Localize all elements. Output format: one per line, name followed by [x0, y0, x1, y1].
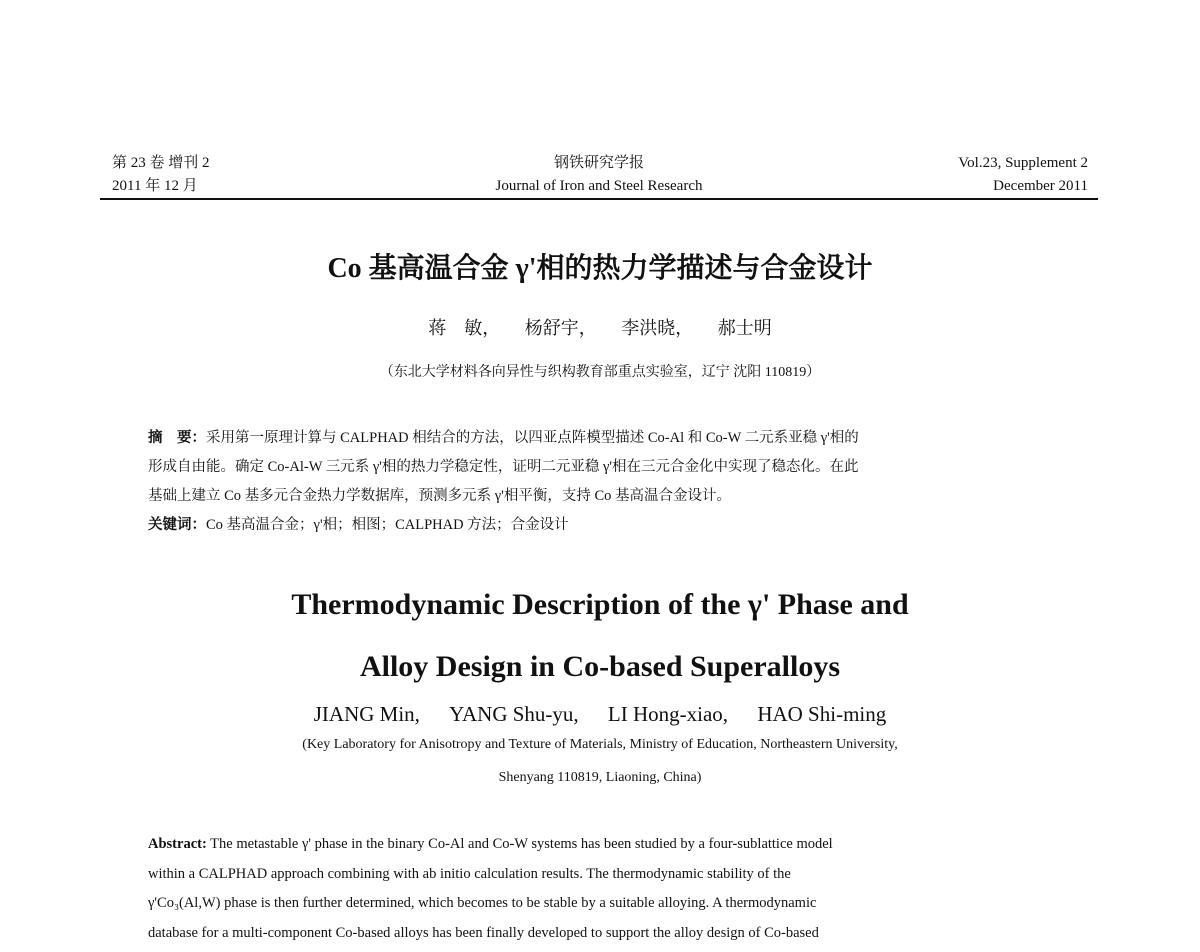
header-right [958, 152, 1088, 198]
affiliation-cn: （东北大学材料各向异性与织构教育部重点实验室，辽宁 沈阳 110819） [379, 365, 821, 380]
volume-cn: 第 23 卷 增刊 2 [112, 155, 210, 171]
abstract-cn-label: 摘 要： [148, 430, 206, 446]
author-en: HAO Shi-ming [757, 702, 887, 726]
date-cn: 2011 年 12 月 [112, 178, 198, 194]
abstract-cn [148, 424, 1058, 540]
affiliation-en-line2: Shenyang 110819, Liaoning, China) [498, 770, 702, 785]
journal-name-en: Journal of Iron and Steel Research [495, 178, 703, 194]
author-cn: 李洪晓， [621, 318, 694, 338]
paper-title-en-line2: Alloy Design in Co-based Superalloys [359, 650, 841, 683]
author-en: JIANG Min, [313, 702, 420, 726]
abstract-cn-line: 基础上建立 Co 基多元合金热力学数据库，预测多元系 γ'相平衡，支持 Co 基高温合金设计。 [148, 488, 731, 504]
journal-header [100, 152, 1098, 200]
authors-en [0, 702, 1200, 727]
header-center [100, 152, 1098, 198]
date-en: December 2011 [993, 178, 1088, 194]
author-en: LI Hong-xiao, [607, 702, 729, 726]
abstract-en-line: γ'Co₃(Al,W) phase is then further determined, which becomes to be stable by a suitable alloying. A thermodynamic [148, 895, 817, 911]
keywords-cn: 关键词：Co 基高温合金；γ'相；相图；CALPHAD 方法；合金设计 [148, 517, 569, 533]
journal-name-cn: 钢铁研究学报 [553, 155, 644, 171]
affiliation-en-line1: (Key Laboratory for Anisotropy and Texture of Materials, Ministry of Education, Northeastern University, [302, 737, 898, 752]
paper-title-cn: Co 基高温合金 γ'相的热力学描述与合金设计 [327, 253, 873, 284]
abstract-en-line: Abstract: The metastable γ' phase in the binary Co-Al and Co-W systems has been studied by a four-sublattice model [148, 836, 833, 852]
author-en: YANG Shu-yu, [449, 702, 579, 726]
author-cn: 蒋 敏， [428, 318, 501, 338]
authors-cn [0, 314, 1200, 340]
abstract-en [148, 830, 1058, 948]
abstract-en-line: database for a multi-component Co-based alloys has been finally developed to support the alloy design of Co-based [148, 924, 819, 941]
abstract-cn-line: 形成自由能。确定 Co-Al-W 三元系 γ'相的热力学稳定性，证明二元亚稳 γ'相在三元合金化中实现了稳态化。在此 [148, 459, 859, 475]
keywords-cn-label: 关键词： [148, 517, 206, 533]
abstract-en-label: Abstract: [148, 836, 207, 852]
paper-title-en-line1: Thermodynamic Description of the γ' Phase and [291, 588, 909, 621]
volume-en: Vol.23, Supplement 2 [958, 155, 1088, 171]
abstract-cn-line: 摘 要：采用第一原理计算与 CALPHAD 相结合的方法，以四亚点阵模型描述 Co-Al 和 Co-W 二元系亚稳 γ'相的 [148, 430, 859, 446]
author-cn: 郝士明 [717, 318, 772, 338]
abstract-en-line: within a CALPHAD approach combining with ab initio calculation results. The thermodynamic stability of the [148, 865, 791, 882]
author-cn: 杨舒宇， [524, 318, 597, 338]
